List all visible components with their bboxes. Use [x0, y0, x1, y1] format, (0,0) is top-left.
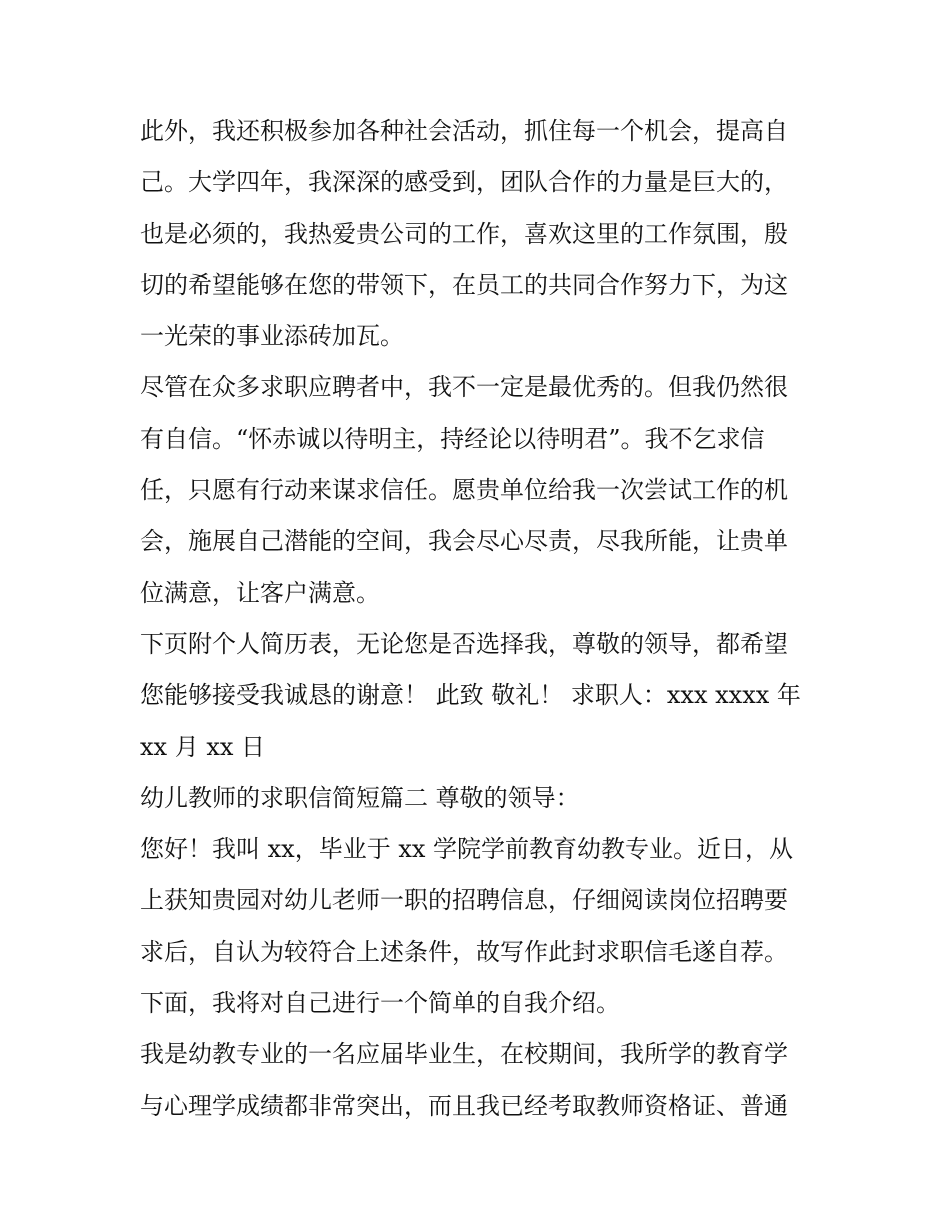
text-line: 上获知贵园对幼儿老师一职的招聘信息，仔细阅读岗位招聘要	[140, 886, 788, 915]
text-line: 一光荣的事业添砖加瓦。	[140, 322, 404, 351]
text-line: 位满意，让客户满意。	[140, 578, 380, 607]
text-line: 下页附个人简历表，无论您是否选择我，尊敬的领导，都希望	[140, 629, 788, 658]
text-line: 求后，自认为较符合上述条件，故写作此封求职信毛遂自荐。	[140, 937, 788, 966]
text-line: 也是必须的，我热爱贵公司的工作，喜欢这里的工作氛围，殷	[140, 219, 788, 248]
text-line: 任，只愿有行动来谋求信任。愿贵单位给我一次尝试工作的机	[140, 476, 788, 505]
text-line: 我是幼教专业的一名应届毕业生，在校期间，我所学的教育学	[140, 1040, 788, 1069]
text-line: 此外，我还积极参加各种社会活动，抓住每一个机会，提高自	[140, 117, 788, 145]
text-line: 下面，我将对自己进行一个简单的自我介绍。	[140, 989, 620, 1018]
text-line: 有自信。“怀赤诚以待明主，持经论以待明君”。我不乞求信	[140, 424, 765, 453]
text-line: 切的希望能够在您的带领下，在员工的共同合作努力下，为这	[140, 270, 788, 299]
text-line: 尽管在众多求职应聘者中，我不一定是最优秀的。但我仍然很	[140, 373, 788, 402]
text-line: 您能够接受我诚恳的谢意！ 此致 敬礼！ 求职人：xxx xxxx 年	[140, 681, 801, 710]
section-heading: 幼儿教师的求职信简短篇二 尊敬的领导：	[140, 783, 580, 812]
text-line: 您好！我叫 xx，毕业于 xx 学院学前教育幼教专业。近日，从	[140, 835, 794, 864]
text-line: 与心理学成绩都非常突出，而且我已经考取教师资格证、普通	[140, 1091, 788, 1120]
text-line: 己。大学四年，我深深的感受到，团队合作的力量是巨大的，	[140, 168, 788, 197]
text-line: xx 月 xx 日	[140, 732, 266, 761]
text-line: 会，施展自己潜能的空间，我会尽心尽责，尽我所能，让贵单	[140, 527, 788, 556]
document-body	[140, 106, 820, 1132]
